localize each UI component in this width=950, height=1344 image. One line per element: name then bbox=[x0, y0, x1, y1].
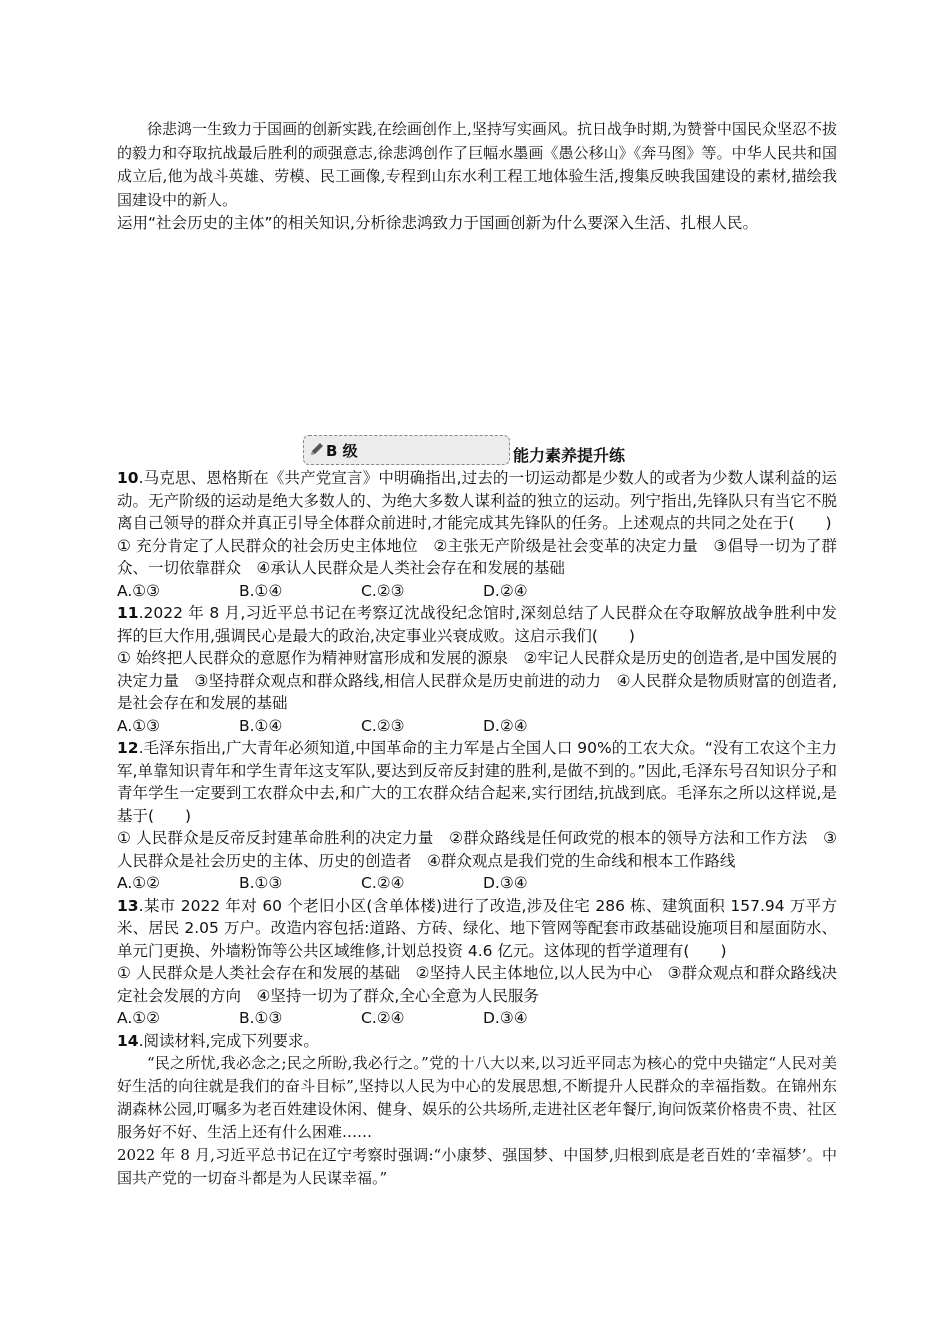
passage-paragraph: “民之所忧,我必念之;民之所盼,我必行之。”党的十八大以来,以习近平同志为核心的党中央锚定“人民对美好生活的向往就是我们的奋斗目标”,坚持以人民为中心的发展思想,不断提升人民群众的幸福指数。在锦州东湖森林公园,叮嘱多为老百姓建设休闲、健身、娱乐的公共场所,走进社区老年餐厅,询问饭菜价格贵不贵、社区服务好不好、生活上还有什么困难…… bbox=[117, 1054, 837, 1141]
question-options bbox=[117, 580, 837, 603]
question-options bbox=[117, 872, 837, 895]
question-14 bbox=[117, 1030, 837, 1191]
option-d[interactable]: D.③④ bbox=[483, 1009, 528, 1027]
option-b[interactable]: B.①④ bbox=[239, 581, 283, 600]
option-d[interactable]: D.③④ bbox=[483, 874, 528, 892]
question-stem: .毛泽东指出,广大青年必须知道,中国革命的主力军是占全国人口 90%的工农大众。“没有工农这个主力军,单靠知识青年和学生青年这支军队,要达到反帝反封建的胜利,是做不到的。”因此,毛泽东号召知识分子和青年学生一定要到工农群众中去,和广大的工农群众结合起来,实行团结,抗战到底。毛泽东之所以这样说,是基于( ) bbox=[117, 739, 837, 825]
section-badge-label: B 级 bbox=[326, 442, 358, 460]
option-c[interactable]: C.②③ bbox=[361, 581, 405, 600]
option-c[interactable]: C.②④ bbox=[361, 874, 405, 892]
option-d[interactable]: D.②④ bbox=[483, 716, 528, 735]
question-stem: .马克思、恩格斯在《共产党宣言》中明确指出,过去的一切运动都是少数人的或者为少数人谋利益的运动。无产阶级的运动是绝大多数人的、为绝大多数人谋利益的独立的运动。列宁指出,先锋队只有当它不脱离自己领导的群众并真正引导全体群众前进时,才能完成其先锋队的任务。上述观点的共同之处在于( ) bbox=[117, 469, 837, 532]
option-a[interactable]: A.①② bbox=[117, 874, 161, 892]
question-items: ① 始终把人民群众的意愿作为精神财富形成和发展的源泉 ②牢记人民群众是历史的创造者,是中国发展的决定力量 ③坚持群众观点和群众路线,相信人民群众是历史前进的动力 ④人民群众是物质财富的创造者,是社会存在和发展的基础 bbox=[117, 649, 837, 712]
question-10 bbox=[117, 467, 837, 602]
question-14-passage bbox=[117, 1052, 837, 1190]
question-list bbox=[117, 467, 837, 1190]
question-stem: .某市 2022 年对 60 个老旧小区(含单体楼)进行了改造,涉及住宅 286 栋、建筑面积 157.94 万平方米、居民 2.05 万户。改造内容包括:道路、方砖、绿化、地下管网等配套市政基础设施项目和屋面防水、单元门更换、外墙粉饰等公共区域维修,计划总投资 4.6 亿元。这体现的哲学道理有( ) bbox=[117, 896, 837, 960]
question-number: 10 bbox=[117, 469, 139, 487]
question-number: 11 bbox=[117, 604, 139, 622]
question-items: ① 人民群众是人类社会存在和发展的基础 ②坚持人民主体地位,以人民为中心 ③群众观点和群众路线决定社会发展的方向 ④坚持一切为了群众,全心全意为人民服务 bbox=[117, 964, 837, 1005]
question-number: 13 bbox=[117, 896, 139, 915]
question-13 bbox=[117, 895, 837, 1030]
option-c[interactable]: C.②④ bbox=[361, 1009, 405, 1027]
question-items: ① 充分肯定了人民群众的社会历史主体地位 ②主张无产阶级是社会变革的决定力量 ③倡导一切为了群众、一切依靠群众 ④承认人民群众是人类社会存在和发展的基础 bbox=[117, 536, 837, 577]
question-12 bbox=[117, 737, 837, 895]
question-number: 14 bbox=[117, 1031, 139, 1050]
section-title: 能力素养提升练 bbox=[513, 446, 626, 465]
option-a[interactable]: A.①③ bbox=[117, 581, 161, 600]
option-b[interactable]: B.①④ bbox=[239, 716, 283, 735]
question-options bbox=[117, 715, 837, 738]
pencil-icon bbox=[309, 441, 325, 457]
passage-paragraph: 2022 年 8 月,习近平总书记在辽宁考察时强调:“小康梦、强国梦、中国梦,归根到底是老百姓的‘幸福梦’。中国共产党的一切奋斗都是为人民谋幸福。” bbox=[117, 1146, 837, 1187]
option-d[interactable]: D.②④ bbox=[483, 581, 528, 600]
question-stem: .阅读材料,完成下列要求。 bbox=[138, 1031, 319, 1050]
option-a[interactable]: A.①③ bbox=[117, 716, 161, 735]
material-9-passage: 徐悲鸿一生致力于国画的创新实践,在绘画创作上,坚持写实画风。抗日战争时期,为赞誉中国民众坚忍不拔的毅力和夺取抗战最后胜利的顽强意志,徐悲鸿创作了巨幅水墨画《愚公移山》《奔马图》等。中华人民共和国成立后,他为战斗英雄、劳模、民工画像,专程到山东水利工程工地体验生活,搜集反映我国建设的素材,描绘我国建设中的新人。 bbox=[117, 120, 837, 209]
question-number: 12 bbox=[117, 739, 139, 757]
question-options bbox=[117, 1007, 837, 1030]
material-9-question: 运用“社会历史的主体”的相关知识,分析徐悲鸿致力于国画创新为什么要深入生活、扎根人民。 bbox=[117, 214, 758, 232]
option-c[interactable]: C.②③ bbox=[361, 716, 405, 735]
question-stem: .2022 年 8 月,习近平总书记在考察辽沈战役纪念馆时,深刻总结了人民群众在夺取解放战争胜利中发挥的巨大作用,强调民心是最大的政治,决定事业兴衰成败。这启示我们( ) bbox=[117, 604, 837, 645]
option-b[interactable]: B.①③ bbox=[239, 1009, 283, 1027]
material-9 bbox=[117, 118, 837, 236]
section-badge bbox=[303, 435, 510, 465]
question-items: ① 人民群众是反帝反封建革命胜利的决定力量 ②群众路线是任何政党的根本的领导方法和工作方法 ③人民群众是社会历史的主体、历史的创造者 ④群众观点是我们党的生命线和根本工作路线 bbox=[117, 829, 837, 870]
option-b[interactable]: B.①③ bbox=[239, 874, 283, 892]
question-11 bbox=[117, 602, 837, 737]
section-b-header bbox=[303, 435, 723, 465]
option-a[interactable]: A.①② bbox=[117, 1009, 161, 1027]
